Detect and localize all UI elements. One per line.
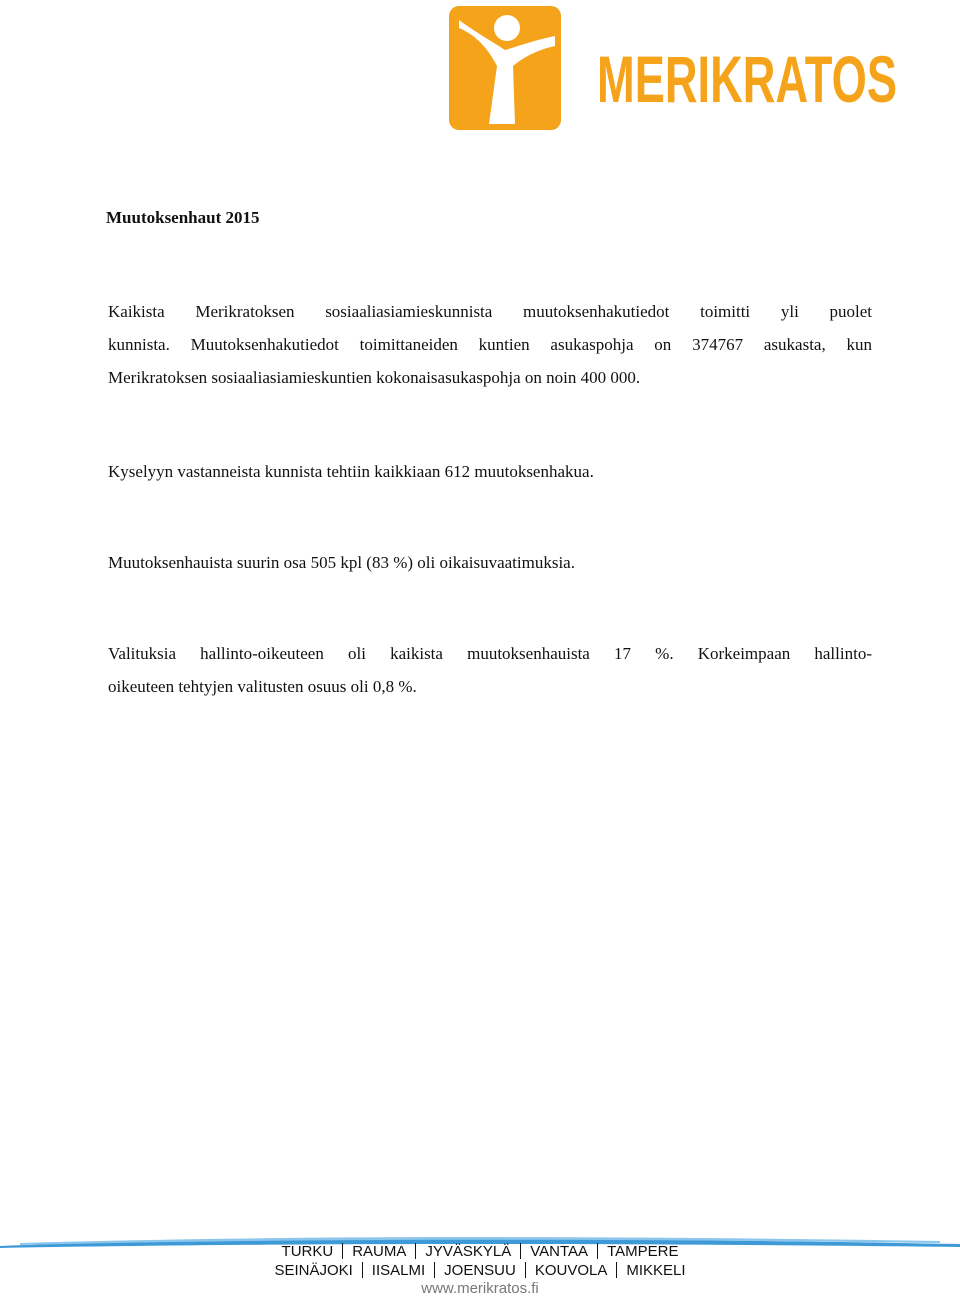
paragraph-total-appeals [108, 455, 872, 488]
paragraph-line: Kyselyyn vastanneista kunnista tehtiin kaikkiaan 612 muutoksenhakua. [108, 462, 594, 481]
footer-offices-row-1 [0, 1243, 960, 1260]
paragraph-line: Valituksia hallinto-oikeuteen oli kaikista muutoksenhauista 17 %. Korkeimpaan hallinto- [108, 644, 872, 663]
document-title: Muutoksenhaut 2015 [106, 208, 260, 227]
footer-website-link[interactable]: www.merikratos.fi [421, 1280, 539, 1297]
footer-office: KOUVOLA [534, 1262, 608, 1279]
footer-office: JYVÄSKYLÄ [425, 1243, 512, 1260]
footer-offices-row-2 [0, 1262, 960, 1279]
footer-office: TURKU [281, 1243, 334, 1260]
footer-office: MIKKELI [626, 1262, 686, 1279]
paragraph-rectification-requests [108, 546, 872, 579]
paragraph-line: Muutoksenhauista suurin osa 505 kpl (83 %) oli oikaisuvaatimuksia. [108, 553, 575, 572]
paragraph-line: oikeuteen tehtyjen valitusten osuus oli 0,8 %. [108, 677, 417, 696]
footer-office: TAMPERE [607, 1243, 679, 1260]
paragraph-line: Kaikista Merikratoksen sosiaaliasiamieskunnista muutoksenhakutiedot toimitti yli puolet [108, 302, 872, 321]
paragraph-line: kunnista. Muutoksenhakutiedot toimittaneiden kuntien asukaspohja on 374767 asukasta, kun [108, 335, 872, 354]
logo-figure-head [494, 15, 520, 41]
footer-office: IISALMI [371, 1262, 426, 1279]
footer-office: VANTAA [530, 1243, 589, 1260]
paragraph-administrative-court [108, 637, 872, 703]
merikratos-logo [449, 6, 901, 130]
footer-office: RAUMA [352, 1243, 407, 1260]
paragraph-respondents [108, 295, 872, 394]
footer-office: SEINÄJOKI [274, 1262, 353, 1279]
logo-wordmark: MERIKRATOS [597, 42, 897, 116]
footer-office: JOENSUU [444, 1262, 516, 1279]
paragraph-line: Merikratoksen sosiaaliasiamieskuntien kokonaisasukaspohja on noin 400 000. [108, 368, 641, 387]
